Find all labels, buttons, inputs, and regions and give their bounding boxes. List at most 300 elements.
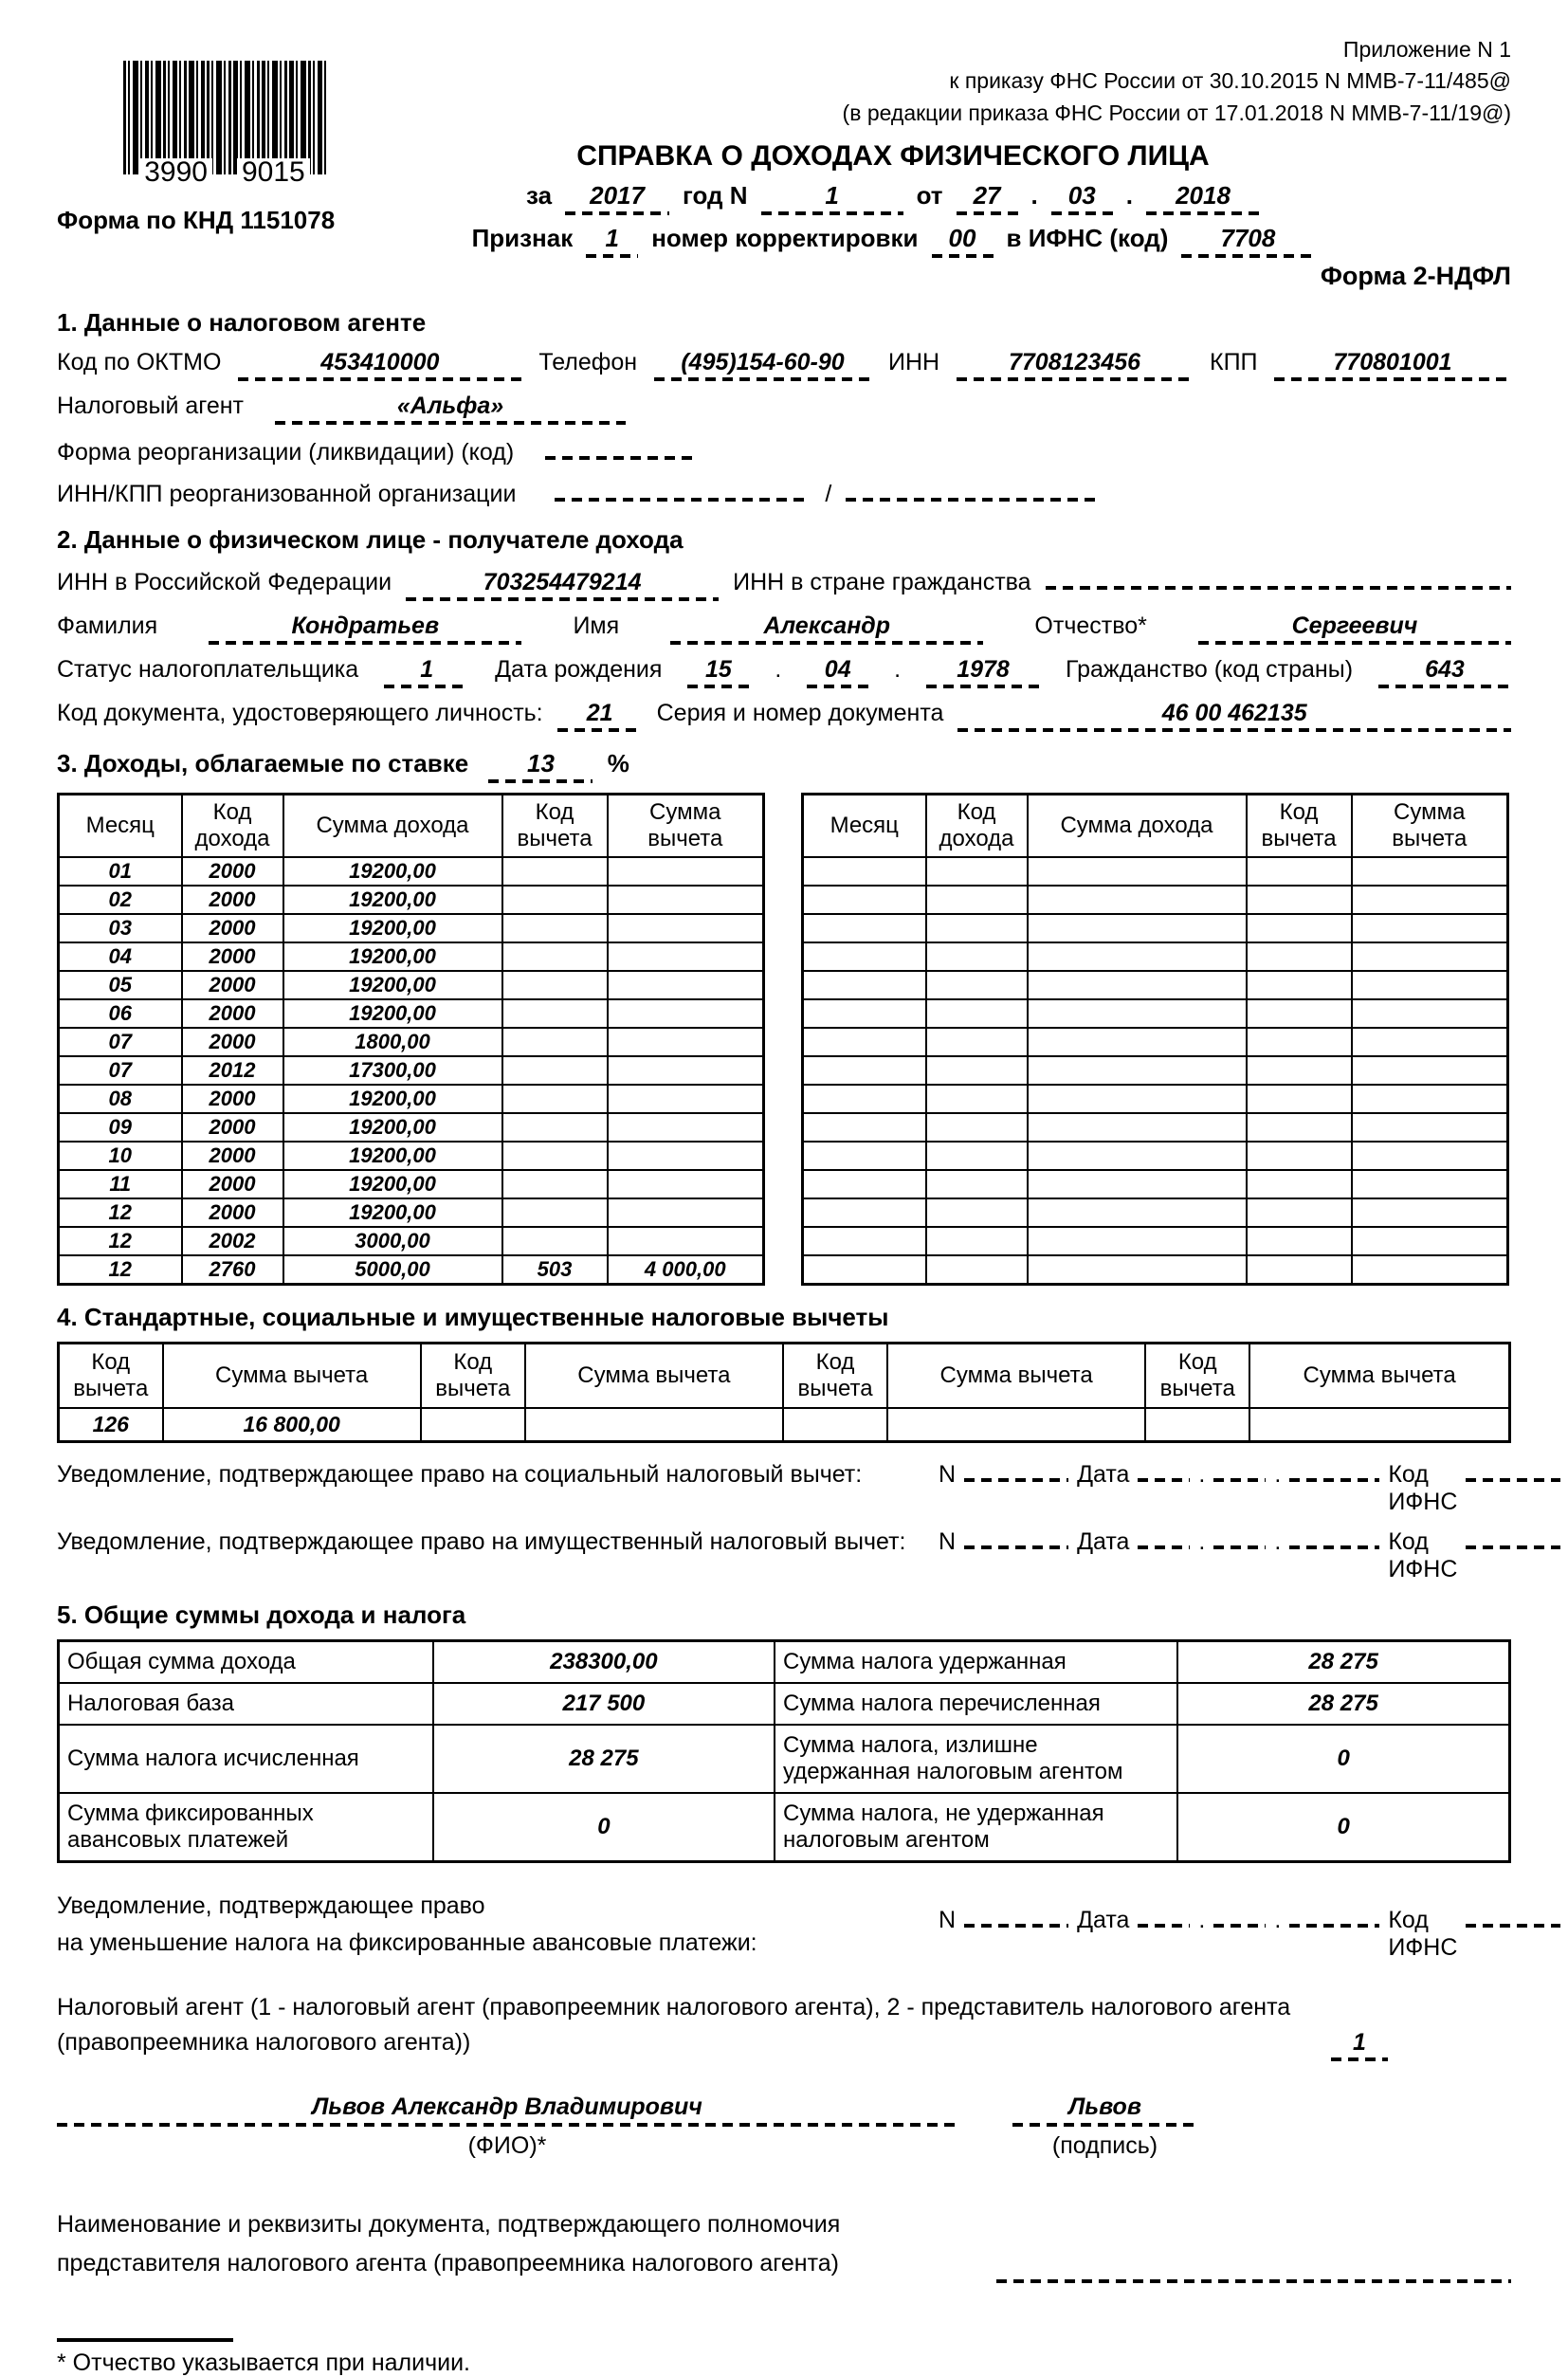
income-cell-month: 10	[59, 1142, 182, 1170]
social-deduction-notice	[57, 1458, 1511, 1516]
income-row	[59, 999, 764, 1028]
notice-dot: .	[1198, 1906, 1206, 1933]
notice-date-month-field	[1213, 1458, 1266, 1482]
surname-field: Кондратьев	[209, 613, 521, 645]
income-row-empty	[803, 1142, 1508, 1170]
income-cell-deduction-sum	[608, 886, 764, 914]
income-cell-empty	[1247, 1170, 1352, 1198]
footnote-text: * Отчество указывается при наличии.	[57, 2350, 470, 2376]
deduction-row	[59, 1408, 1510, 1442]
innkpp-slash: /	[825, 481, 832, 507]
income-cell-empty	[1028, 1056, 1247, 1085]
authority-doc-line2: представителя налогового агента (правопреемника налогового агента)	[57, 2249, 839, 2276]
income-row-empty	[803, 1170, 1508, 1198]
correction-number-field: 00	[932, 224, 994, 258]
deduction-sum-cell	[525, 1408, 783, 1442]
income-cell-empty	[926, 914, 1028, 942]
reorg-innkpp-line	[57, 478, 1511, 508]
firstname-label: Имя	[573, 613, 620, 639]
barcode-digits-left: 3990	[139, 158, 212, 187]
ifns-label: Код ИФНС	[1388, 1461, 1458, 1515]
income-cell-empty	[1028, 886, 1247, 914]
appendix-line-2: к приказу ФНС России от 30.10.2015 N ММВ-7-11/485@	[949, 68, 1511, 94]
social-notice-fields	[939, 1458, 1560, 1516]
date-day-field: 27	[957, 181, 1018, 215]
income-cell-deduction-code	[502, 857, 608, 886]
income-cell-income-code: 2000	[182, 857, 283, 886]
income-cell-empty	[926, 1085, 1028, 1113]
income-cell-empty	[803, 999, 926, 1028]
col-income-code: Код дохода	[182, 795, 283, 858]
income-cell-empty	[1352, 1113, 1508, 1142]
deductions-table-body	[59, 1408, 1510, 1442]
notice-date-day-field	[1138, 1526, 1190, 1549]
income-row-empty	[803, 1198, 1508, 1227]
firstname-field: Александр	[670, 613, 983, 645]
income-cell-empty	[803, 1198, 926, 1227]
col-income-code: Код дохода	[926, 795, 1028, 858]
totals-row	[59, 1641, 1510, 1684]
date-dot-1: .	[1030, 181, 1038, 210]
income-row-empty	[803, 1113, 1508, 1142]
authority-document-block	[57, 2205, 1511, 2284]
income-cell-empty	[1028, 914, 1247, 942]
income-cell-empty	[1352, 1142, 1508, 1170]
deduction-code-header: Код вычета	[59, 1343, 163, 1408]
phone-label: Телефон	[538, 349, 638, 375]
fio-field: Львов Александр Владимирович	[57, 2094, 957, 2127]
income-cell-empty	[803, 1142, 926, 1170]
income-row	[59, 1198, 764, 1227]
income-cell-income-code: 2000	[182, 1198, 283, 1227]
date-label: Дата	[1077, 1461, 1130, 1488]
income-cell-empty	[1247, 999, 1352, 1028]
barcode	[121, 61, 328, 188]
form-header	[57, 34, 1511, 291]
totals-value: 0	[1177, 1725, 1509, 1793]
agent-type-field: 1	[1331, 2029, 1388, 2061]
income-row-empty	[803, 1255, 1508, 1284]
income-cell-empty	[803, 1170, 926, 1198]
appendix-line-1: Приложение N 1	[1342, 37, 1511, 62]
za-label: за	[525, 181, 553, 210]
n-label: N	[939, 1906, 957, 1933]
income-cell-empty	[1352, 942, 1508, 971]
income-cell-empty	[1352, 1085, 1508, 1113]
deduction-sum-cell	[1249, 1408, 1509, 1442]
advance-payment-notice	[57, 1888, 1511, 1962]
reorg-form-line	[57, 436, 1511, 466]
income-cell-empty	[1247, 857, 1352, 886]
notice-date-month-field	[1213, 1526, 1266, 1549]
income-cell-empty	[926, 1056, 1028, 1085]
income-cell-empty	[1352, 857, 1508, 886]
income-cell-empty	[1028, 1028, 1247, 1056]
notice-number-field	[964, 1904, 1068, 1928]
income-cell-income-code: 2000	[182, 1085, 283, 1113]
phone-field: (495)154-60-90	[654, 349, 872, 381]
income-cell-empty	[1352, 1255, 1508, 1284]
income-cell-empty	[1247, 914, 1352, 942]
ifns-label: Код ИФНС	[1388, 1528, 1458, 1582]
birth-year-field: 1978	[926, 656, 1040, 688]
income-cell-empty	[926, 1142, 1028, 1170]
income-row-empty	[803, 1056, 1508, 1085]
deductions-table	[57, 1342, 1511, 1444]
income-cell-income-code: 2000	[182, 886, 283, 914]
income-cell-empty	[1028, 1255, 1247, 1284]
year-field: 2017	[565, 181, 669, 215]
footnote-block	[57, 2338, 1511, 2377]
notice-date-year-field	[1289, 1904, 1379, 1928]
income-cell-empty	[803, 857, 926, 886]
income-cell-empty	[926, 1113, 1028, 1142]
income-cell-deduction-sum	[608, 857, 764, 886]
income-cell-deduction-code	[502, 1056, 608, 1085]
income-cell-deduction-code	[502, 914, 608, 942]
deduction-sum-header: Сумма вычета	[525, 1343, 783, 1408]
totals-value: 28 275	[1177, 1683, 1509, 1725]
income-cell-income-code: 2000	[182, 1170, 283, 1198]
authority-document-field	[996, 2274, 1511, 2283]
income-cell-empty	[926, 999, 1028, 1028]
income-cell-month: 11	[59, 1170, 182, 1198]
social-notice-label: Уведомление, подтверждающее право на социальный налоговый вычет:	[57, 1461, 863, 1488]
deduction-sum-cell	[887, 1408, 1145, 1442]
barcode-digits	[121, 158, 328, 187]
totals-label: Сумма фиксированных авансовых платежей	[59, 1793, 433, 1862]
income-row	[59, 914, 764, 942]
totals-value: 238300,00	[433, 1641, 775, 1684]
agent-kpp-label: КПП	[1210, 349, 1258, 375]
income-cell-deduction-code	[502, 1028, 608, 1056]
section2-title: 2. Данные о физическом лице - получателе дохода	[57, 525, 684, 554]
authority-doc-line1: Наименование и реквизиты документа, подтверждающего полномочия	[57, 2210, 841, 2238]
income-cell-income-sum: 19200,00	[283, 971, 502, 999]
n-label: N	[939, 1528, 957, 1555]
income-row	[59, 857, 764, 886]
income-row	[59, 1113, 764, 1142]
totals-row	[59, 1793, 1510, 1862]
god-n-label: год N	[683, 181, 748, 210]
priznak-label: Признак	[471, 224, 574, 252]
income-cell-deduction-code: 503	[502, 1255, 608, 1284]
taxpayer-status-field: 1	[384, 656, 469, 688]
income-cell-deduction-sum	[608, 1028, 764, 1056]
income-row	[59, 1085, 764, 1113]
correction-label: номер корректировки	[651, 224, 919, 252]
deduction-sum-header: Сумма вычета	[887, 1343, 1145, 1408]
income-cell-empty	[1028, 857, 1247, 886]
income-cell-income-sum: 17300,00	[283, 1056, 502, 1085]
certificate-number-field: 1	[761, 181, 903, 215]
income-cell-deduction-code	[502, 1142, 608, 1170]
income-cell-deduction-code	[502, 1198, 608, 1227]
income-cell-deduction-sum	[608, 1170, 764, 1198]
income-cell-deduction-sum	[608, 942, 764, 971]
year-number-line	[379, 181, 1407, 215]
income-cell-empty	[803, 1227, 926, 1255]
section5-title: 5. Общие суммы дохода и налога	[57, 1600, 466, 1629]
inn-foreign-field	[1046, 566, 1511, 590]
income-cell-income-sum: 19200,00	[283, 1198, 502, 1227]
ifns-code-label: в ИФНС (код)	[1006, 224, 1169, 252]
income-cell-deduction-sum	[608, 1142, 764, 1170]
birthdate-label: Дата рождения	[495, 656, 663, 683]
income-cell-empty	[1247, 1227, 1352, 1255]
income-cell-income-code: 2000	[182, 971, 283, 999]
income-cell-income-sum: 3000,00	[283, 1227, 502, 1255]
doc-number-label: Серия и номер документа	[656, 700, 944, 726]
date-year-field: 2018	[1146, 181, 1260, 215]
income-row-empty	[803, 886, 1508, 914]
notice-date-year-field	[1289, 1458, 1379, 1482]
inn-rf-label: ИНН в Российской Федерации	[57, 569, 392, 595]
income-cell-income-sum: 19200,00	[283, 1142, 502, 1170]
totals-label: Налоговая база	[59, 1683, 433, 1725]
income-cell-empty	[926, 1198, 1028, 1227]
income-row	[59, 1255, 764, 1284]
advance-notice-fields	[939, 1904, 1560, 1962]
income-table-left-header	[59, 795, 764, 858]
income-cell-empty	[926, 942, 1028, 971]
property-notice-label: Уведомление, подтверждающее право на имущественный налоговый вычет:	[57, 1528, 906, 1555]
totals-row	[59, 1725, 1510, 1793]
income-cell-empty	[926, 1227, 1028, 1255]
income-cell-month: 09	[59, 1113, 182, 1142]
tax-agent-line	[57, 393, 1511, 425]
date-label: Дата	[1077, 1528, 1130, 1555]
income-cell-empty	[1028, 1227, 1247, 1255]
property-notice-fields	[939, 1526, 1560, 1583]
section4-title: 4. Стандартные, социальные и имущественные налоговые вычеты	[57, 1302, 889, 1331]
income-cell-empty	[926, 1255, 1028, 1284]
income-cell-deduction-code	[502, 886, 608, 914]
totals-value: 0	[433, 1793, 775, 1862]
document-line	[57, 700, 1511, 732]
income-row	[59, 942, 764, 971]
doc-code-field: 21	[557, 700, 643, 732]
income-cell-income-sum: 19200,00	[283, 999, 502, 1028]
income-cell-month: 12	[59, 1255, 182, 1284]
deduction-sum-header: Сумма вычета	[1249, 1343, 1509, 1408]
income-cell-empty	[1247, 1142, 1352, 1170]
totals-value: 217 500	[433, 1683, 775, 1725]
oktmo-line	[57, 349, 1511, 381]
income-cell-deduction-code	[502, 971, 608, 999]
doc-number-field: 46 00 462135	[957, 700, 1511, 732]
agent-type-block	[57, 1990, 1511, 2061]
priznak-field: 1	[586, 224, 638, 258]
col-deduction-code: Код вычета	[1247, 795, 1352, 858]
income-cell-empty	[1352, 1028, 1508, 1056]
notice-dot: .	[1274, 1461, 1282, 1488]
totals-label: Сумма налога удержанная	[775, 1641, 1177, 1684]
barcode-digits-right: 9015	[237, 158, 310, 187]
income-cell-month: 02	[59, 886, 182, 914]
income-row-empty	[803, 999, 1508, 1028]
income-cell-month: 07	[59, 1056, 182, 1085]
income-cell-empty	[803, 1028, 926, 1056]
deduction-code-cell: 126	[59, 1408, 163, 1442]
income-cell-income-sum: 19200,00	[283, 1085, 502, 1113]
income-cell-income-sum: 19200,00	[283, 857, 502, 886]
income-cell-empty	[1352, 1170, 1508, 1198]
income-cell-empty	[1247, 1198, 1352, 1227]
percent-sign: %	[607, 749, 629, 777]
income-cell-month: 12	[59, 1227, 182, 1255]
income-cell-empty	[1247, 1255, 1352, 1284]
income-row	[59, 886, 764, 914]
income-cell-empty	[1028, 1142, 1247, 1170]
date-month-field: 03	[1051, 181, 1113, 215]
advance-notice-line1: Уведомление, подтверждающее право	[57, 1892, 485, 1919]
notice-ifns-field	[1466, 1526, 1560, 1549]
priznak-line	[379, 224, 1407, 258]
reorg-inn-field	[555, 478, 811, 502]
income-row-empty	[803, 971, 1508, 999]
income-cell-income-code: 2000	[182, 1113, 283, 1142]
income-cell-empty	[803, 971, 926, 999]
income-cell-empty	[1247, 942, 1352, 971]
income-cell-empty	[803, 914, 926, 942]
ot-label: от	[916, 181, 943, 210]
authority-document-label	[57, 2205, 958, 2284]
income-row	[59, 1227, 764, 1255]
income-cell-empty	[1028, 1170, 1247, 1198]
income-table-right-body	[803, 857, 1508, 1284]
footnote-separator	[57, 2338, 233, 2342]
income-row	[59, 971, 764, 999]
signature-field: Львов	[1012, 2094, 1197, 2127]
header-left-column	[57, 61, 341, 235]
col-income-sum: Сумма дохода	[283, 795, 502, 858]
income-cell-deduction-sum	[608, 1198, 764, 1227]
col-deduction-sum: Сумма вычета	[1352, 795, 1508, 858]
agent-inn-label: ИНН	[887, 349, 940, 375]
taxpayer-status-label: Статус налогоплательщика	[57, 656, 359, 683]
income-cell-income-sum: 1800,00	[283, 1028, 502, 1056]
income-cell-income-code: 2000	[182, 914, 283, 942]
advance-notice-line2: на уменьшение налога на фиксированные авансовые платежи:	[57, 1929, 757, 1956]
signature-block	[57, 2094, 1511, 2160]
income-cell-income-sum: 19200,00	[283, 886, 502, 914]
income-cell-empty	[1352, 1227, 1508, 1255]
notice-dot: .	[1274, 1906, 1282, 1933]
notice-date-month-field	[1213, 1904, 1266, 1928]
income-cell-month: 08	[59, 1085, 182, 1113]
fio-block	[57, 2094, 957, 2160]
income-cell-empty	[803, 1255, 926, 1284]
income-cell-empty	[926, 1028, 1028, 1056]
birth-month-field: 04	[807, 656, 868, 688]
income-cell-empty	[803, 1113, 926, 1142]
income-cell-empty	[1352, 971, 1508, 999]
appendix-line-3: (в редакции приказа ФНС России от 17.01.2018 N ММВ-7-11/19@)	[842, 100, 1511, 125]
agent-type-text	[57, 1990, 1331, 2061]
form-2ndfl-label: Форма 2-НДФЛ	[1320, 262, 1511, 290]
birth-dot-2: .	[894, 656, 902, 683]
notice-number-field	[964, 1458, 1068, 1482]
birth-dot-1: .	[775, 656, 782, 683]
income-cell-month: 06	[59, 999, 182, 1028]
notice-dot: .	[1274, 1528, 1282, 1555]
income-cell-empty	[1028, 1198, 1247, 1227]
income-cell-deduction-code	[502, 1113, 608, 1142]
totals-table	[57, 1639, 1511, 1863]
income-cell-deduction-code	[502, 1227, 608, 1255]
deduction-code-cell	[783, 1408, 887, 1442]
income-tables	[57, 793, 1511, 1286]
notice-dot: .	[1198, 1461, 1206, 1488]
income-cell-income-sum: 19200,00	[283, 914, 502, 942]
income-table-left-body	[59, 857, 764, 1284]
col-income-sum: Сумма дохода	[1028, 795, 1247, 858]
totals-label: Сумма налога исчисленная	[59, 1725, 433, 1793]
income-cell-empty	[803, 886, 926, 914]
inn-rf-field: 703254479214	[406, 569, 719, 601]
totals-label: Сумма налога, не удержанная налоговым агентом	[775, 1793, 1177, 1862]
notice-dot: .	[1198, 1528, 1206, 1555]
status-birth-line	[57, 656, 1511, 688]
income-cell-deduction-sum	[608, 1113, 764, 1142]
reorg-kpp-field	[846, 478, 1102, 502]
col-deduction-code: Код вычета	[502, 795, 608, 858]
form-title: СПРАВКА О ДОХОДАХ ФИЗИЧЕСКОГО ЛИЦА	[576, 140, 1210, 172]
income-cell-empty	[1352, 1198, 1508, 1227]
knd-form-label: Форма по КНД 1151078	[57, 206, 336, 234]
totals-label: Общая сумма дохода	[59, 1641, 433, 1684]
income-cell-month: 07	[59, 1028, 182, 1056]
income-cell-empty	[1247, 1085, 1352, 1113]
income-row	[59, 1056, 764, 1085]
income-cell-deduction-sum	[608, 999, 764, 1028]
income-cell-empty	[1352, 886, 1508, 914]
income-cell-empty	[1028, 971, 1247, 999]
income-cell-deduction-code	[502, 942, 608, 971]
income-cell-deduction-sum: 4 000,00	[608, 1255, 764, 1284]
income-cell-month: 03	[59, 914, 182, 942]
notice-number-field	[964, 1526, 1068, 1549]
signature-field-block	[1012, 2094, 1197, 2160]
property-deduction-notice	[57, 1526, 1511, 1583]
totals-table-body	[59, 1641, 1510, 1862]
deduction-code-cell	[421, 1408, 525, 1442]
income-cell-empty	[1247, 971, 1352, 999]
citizenship-field: 643	[1378, 656, 1511, 688]
advance-notice-label	[57, 1888, 939, 1962]
income-cell-empty	[926, 886, 1028, 914]
section2	[57, 566, 1511, 732]
notice-ifns-field	[1466, 1458, 1560, 1482]
income-cell-empty	[1247, 1028, 1352, 1056]
patronymic-field: Сергеевич	[1198, 613, 1511, 645]
surname-label: Фамилия	[57, 613, 158, 639]
notice-date-year-field	[1289, 1526, 1379, 1549]
section3-title-line	[57, 749, 1511, 783]
income-table-left	[57, 793, 765, 1286]
date-label: Дата	[1077, 1906, 1130, 1933]
income-cell-deduction-sum	[608, 914, 764, 942]
income-table-right-header	[803, 795, 1508, 858]
income-row	[59, 1028, 764, 1056]
deduction-code-header: Код вычета	[783, 1343, 887, 1408]
notice-ifns-field	[1466, 1904, 1560, 1928]
income-cell-deduction-sum	[608, 971, 764, 999]
income-row	[59, 1142, 764, 1170]
income-cell-income-code: 2000	[182, 999, 283, 1028]
income-cell-empty	[1247, 886, 1352, 914]
